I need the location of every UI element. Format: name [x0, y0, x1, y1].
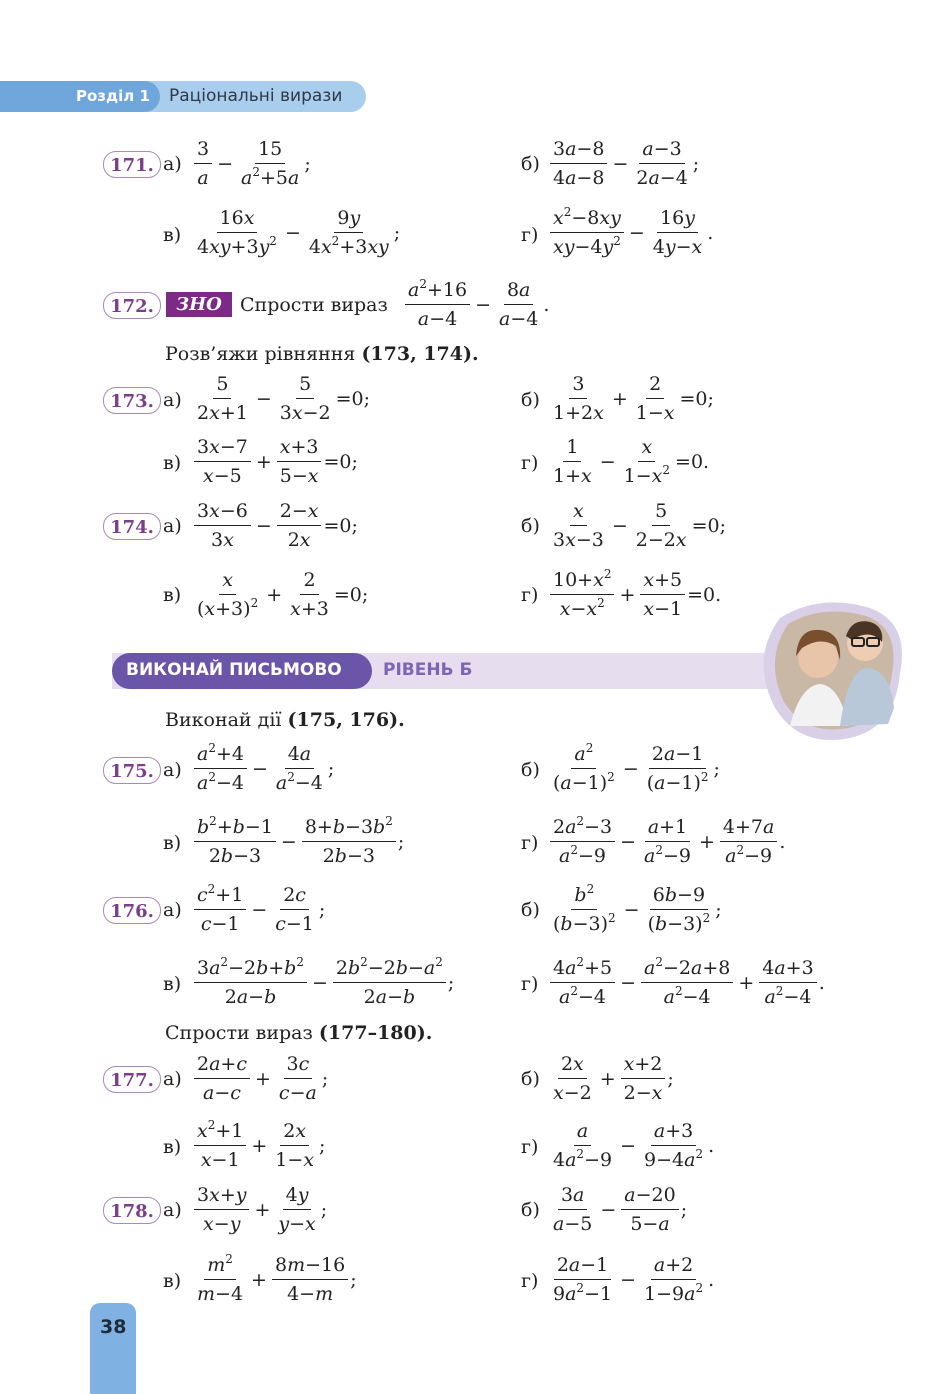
students-photo-icon	[760, 598, 910, 746]
expression-173b: 3 1+2x + $\frac{2}{1-x}$ =0;	[553, 373, 714, 424]
instruction-172: Спрости вираз	[240, 294, 388, 316]
item-label: б)	[521, 1199, 540, 1221]
expression-177g: a $4a^2-9$ − $\frac{a+3}{9-4a^2}$ .	[553, 1120, 715, 1171]
item-label: в)	[163, 1136, 182, 1158]
item-label: в)	[163, 452, 182, 474]
item-label: б)	[521, 153, 540, 175]
problem-number-172: 172.	[103, 292, 161, 319]
expression-175b: $a^2$ $(a-1)^2$ − $\frac{2a-1}{(a-1)^2}$ ;	[553, 741, 720, 794]
item-label: б)	[521, 389, 540, 411]
item-label: в)	[163, 224, 182, 246]
item-label: г)	[521, 832, 539, 854]
expression-177b: 2x x−2 + $\frac{x+2}{2-x}$ ;	[553, 1053, 674, 1104]
problem-number-178: 178.	[103, 1197, 161, 1224]
expression-175a: $a^2+4$ $a^2-4$ − $\frac{4a}{a^2-4}$ ;	[192, 743, 334, 794]
instruction-simplify: Спрости вираз (177–180).	[165, 1022, 433, 1044]
expression-174v: x $(x+3)^2$ + $\frac{2}{x+3}$ =0;	[197, 569, 369, 620]
item-label: а)	[163, 1199, 182, 1221]
section-title: Раціональні вирази	[169, 86, 343, 106]
expression-173a: 5 2x+1 − $\frac{5}{3x-2}$ =0;	[197, 373, 370, 424]
expression-171a: 3 a − $\frac{15}{a^2+5a}$ ;	[192, 138, 311, 189]
item-label: а)	[163, 899, 182, 921]
item-label: в)	[163, 973, 182, 995]
expression-178g: 2a−1 $9a^2-1$ − $\frac{a+2}{1-9a^2}$ .	[553, 1254, 715, 1305]
expression-178v: $m^2$ m−4 + $\frac{8m-16}{4-m}$ ;	[197, 1252, 357, 1305]
expression-175g: $2a^2-3$ $a^2-9$ − $\frac{a+1}{a^2-9}$ + $\frac{4+7a}{a^2-9}$ .	[548, 816, 785, 867]
item-label: б)	[521, 759, 540, 781]
page-number: 38	[100, 1316, 127, 1338]
expression-178b: 3a a−5 − $\frac{a-20}{5-a}$ ;	[553, 1184, 688, 1235]
section-label: Розділ 1	[76, 87, 150, 105]
item-label: г)	[521, 1270, 539, 1292]
problem-number-176: 176.	[103, 897, 161, 924]
expression-173g: 1 1+x − $\frac{x}{1-x^2}$ =0.	[553, 436, 710, 487]
item-label: г)	[521, 973, 539, 995]
item-label: в)	[163, 1270, 182, 1292]
banner-title: ВИКОНАЙ ПИСЬМОВО	[126, 660, 342, 680]
instruction-solve: Розв’яжи рівняння (173, 174).	[165, 343, 479, 365]
item-label: г)	[521, 584, 539, 606]
expression-173v: 3x−7 x−5 + $\frac{x+3}{5-x}$ =0;	[192, 436, 358, 487]
expression-174b: x 3x−3 − $\frac{5}{2-2x}$ =0;	[553, 500, 726, 551]
item-label: в)	[163, 584, 182, 606]
expression-174a: 3x−6 3x − $\frac{2-x}{2x}$ =0;	[192, 500, 358, 551]
problem-number-174: 174.	[103, 513, 161, 540]
expression-171g: $x^2-8xy$ $xy-4y^2$ − $\frac{16y}{4y-x}$ .	[548, 207, 713, 258]
expression-174g: $10+x^2$ $x-x^2$ + $\frac{x+5}{x-1}$ =0.	[548, 569, 721, 620]
item-label: а)	[163, 1068, 182, 1090]
item-label: б)	[521, 515, 540, 537]
item-label: а)	[163, 153, 182, 175]
problem-number-175: 175.	[103, 757, 161, 784]
banner-level: РІВЕНЬ Б	[383, 660, 473, 680]
item-label: г)	[521, 452, 539, 474]
expression-175v: $b^2+b-1$ 2b−3 − $\frac{8+b-3b^2}{2b-3}$ ;	[192, 816, 404, 867]
expression-176a: $c^2+1$ c−1 − $\frac{2c}{c-1}$ ;	[192, 884, 325, 935]
item-label: г)	[521, 224, 539, 246]
expression-171b: 3a−8 4a−8 − $\frac{a-3}{2a-4}$ ;	[548, 138, 699, 189]
expression-176g: $4a^2+5$ $a^2-4$ − $\frac{a^2-2a+8}{a^2-4}$ + $\frac{4a+3}{a^2-4}$ .	[548, 957, 825, 1008]
expression-176b: $b^2$ $(b-3)^2$ − $\frac{6b-9}{(b-3)^2}$ ;	[553, 882, 722, 935]
zno-badge: ЗНО	[166, 292, 232, 317]
expression-177v: $x^2+1$ x−1 + $\frac{2x}{1-x}$ ;	[192, 1120, 325, 1171]
item-label: г)	[521, 1136, 539, 1158]
item-label: б)	[521, 1068, 540, 1090]
item-label: б)	[521, 899, 540, 921]
expression-178a: 3x+y x−y + $\frac{4y}{y-x}$ ;	[192, 1184, 327, 1235]
problem-number-177: 177.	[103, 1066, 161, 1093]
expression-176v: $3a^2-2b+b^2$ 2a−b − $\frac{2b^2-2b-a^2}{2a-b}$ ;	[192, 957, 454, 1008]
item-label: в)	[163, 832, 182, 854]
problem-number-173: 173.	[103, 387, 161, 414]
expression-177a: 2a+c a−c + $\frac{3c}{c-a}$ ;	[192, 1053, 328, 1104]
expression-171v: 16x $4xy+3y^2$ − $\frac{9y}{4x^2+3xy}$ ;	[197, 207, 401, 258]
problem-number-171: 171.	[103, 151, 161, 178]
item-label: а)	[163, 515, 182, 537]
item-label: а)	[163, 389, 182, 411]
expression-172: $a^2+16$ a−4 − $\frac{8a}{a-4}$ .	[403, 279, 549, 330]
instruction-do: Виконай дії (175, 176).	[165, 709, 405, 731]
item-label: а)	[163, 759, 182, 781]
